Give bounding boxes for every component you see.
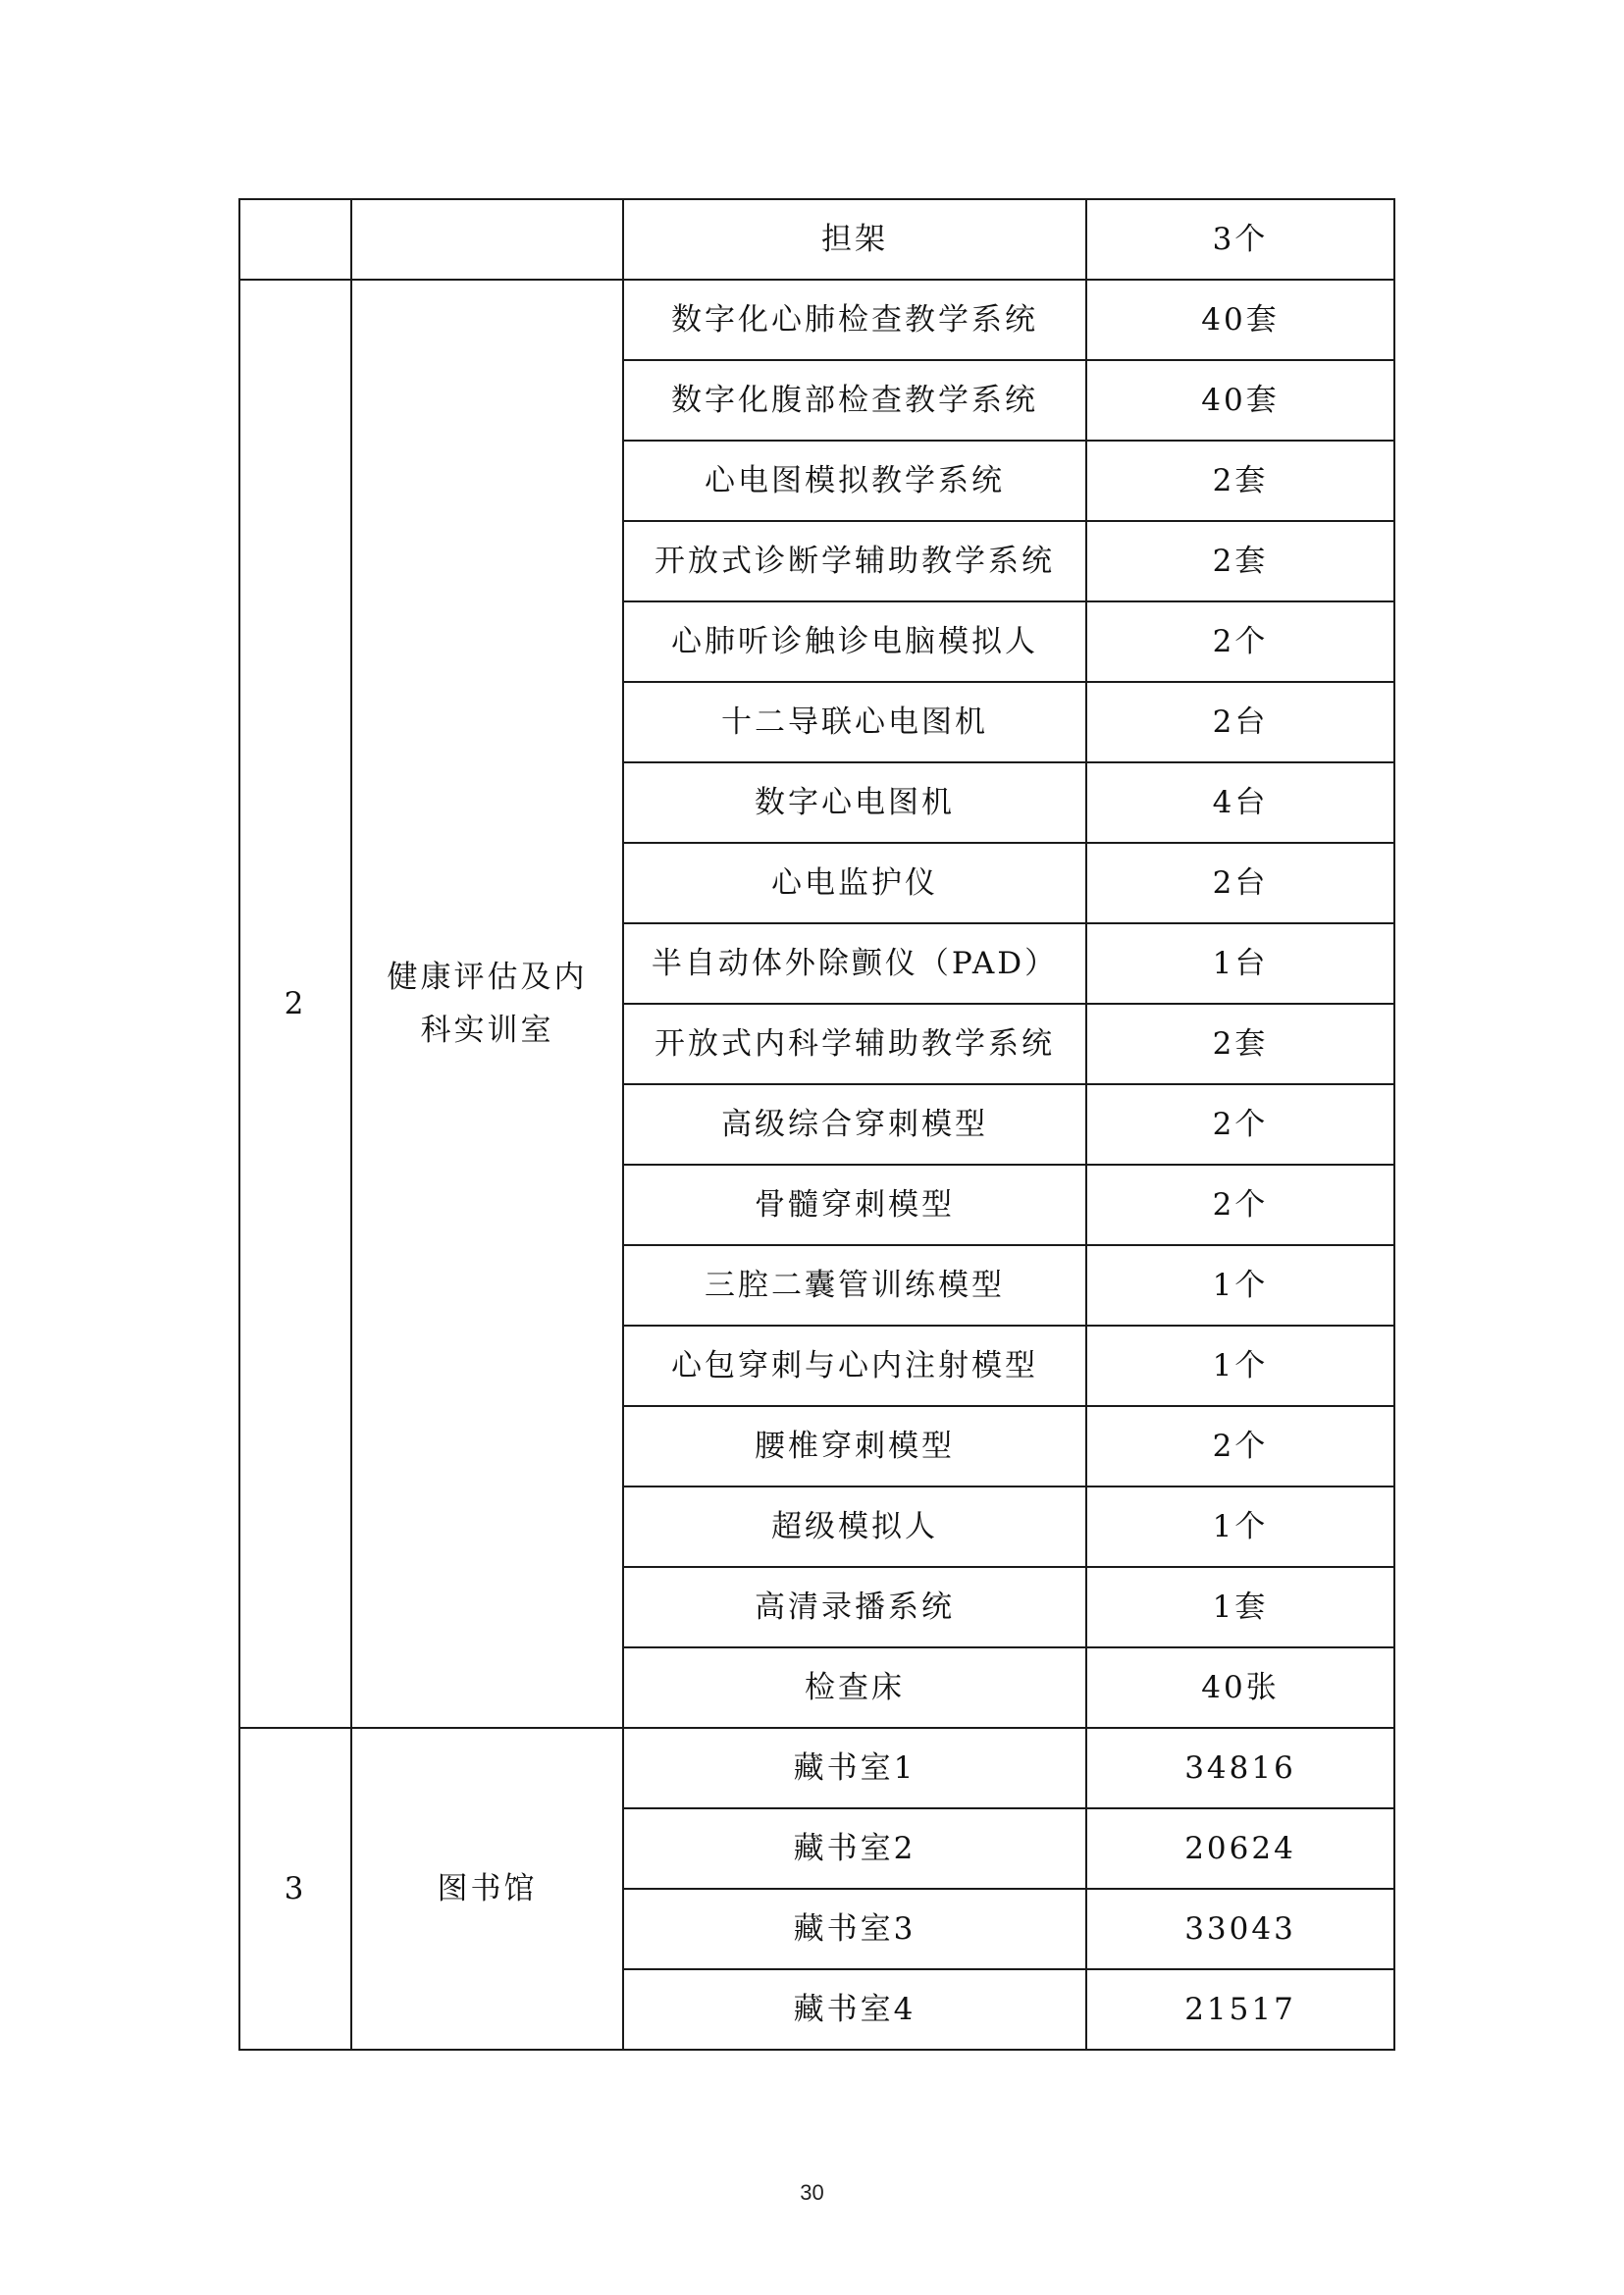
item-quantity-cell: 40套 — [1086, 360, 1394, 441]
item-name-cell: 数字心电图机 — [623, 762, 1086, 843]
item-quantity-cell: 33043 — [1086, 1889, 1394, 1969]
item-name-cell: 藏书室2 — [623, 1808, 1086, 1889]
row-number-cell: 2 — [239, 280, 351, 1728]
item-quantity-cell: 2个 — [1086, 601, 1394, 682]
item-name-cell: 开放式内科学辅助教学系统 — [623, 1004, 1086, 1084]
item-quantity-cell: 40张 — [1086, 1647, 1394, 1728]
equipment-table — [238, 198, 1395, 2051]
item-quantity-cell: 34816 — [1086, 1728, 1394, 1808]
table-row — [239, 280, 1394, 360]
item-name-cell: 心包穿刺与心内注射模型 — [623, 1326, 1086, 1406]
item-quantity-cell: 3个 — [1086, 199, 1394, 280]
item-name-cell: 腰椎穿刺模型 — [623, 1406, 1086, 1487]
item-name-cell: 超级模拟人 — [623, 1487, 1086, 1567]
item-name-cell: 心肺听诊触诊电脑模拟人 — [623, 601, 1086, 682]
row-number-cell — [239, 199, 351, 280]
item-quantity-cell: 4台 — [1086, 762, 1394, 843]
category-cell: 健康评估及内科实训室 — [351, 280, 623, 1728]
item-name-cell: 藏书室3 — [623, 1889, 1086, 1969]
item-quantity-cell: 21517 — [1086, 1969, 1394, 2050]
item-name-cell: 十二导联心电图机 — [623, 682, 1086, 762]
item-name-cell: 心电图模拟教学系统 — [623, 441, 1086, 521]
item-quantity-cell: 20624 — [1086, 1808, 1394, 1889]
item-quantity-cell: 1个 — [1086, 1245, 1394, 1326]
table-row — [239, 1728, 1394, 1808]
item-quantity-cell: 40套 — [1086, 280, 1394, 360]
row-number-cell: 3 — [239, 1728, 351, 2050]
item-name-cell: 半自动体外除颤仪（PAD） — [623, 923, 1086, 1004]
item-quantity-cell: 2台 — [1086, 682, 1394, 762]
table-row — [239, 199, 1394, 280]
item-quantity-cell: 1个 — [1086, 1326, 1394, 1406]
item-quantity-cell: 2套 — [1086, 521, 1394, 601]
item-name-cell: 数字化心肺检查教学系统 — [623, 280, 1086, 360]
item-quantity-cell: 1个 — [1086, 1487, 1394, 1567]
item-quantity-cell: 2个 — [1086, 1406, 1394, 1487]
item-name-cell: 藏书室4 — [623, 1969, 1086, 2050]
item-quantity-cell: 2套 — [1086, 1004, 1394, 1084]
item-name-cell: 检查床 — [623, 1647, 1086, 1728]
category-cell: 图书馆 — [351, 1728, 623, 2050]
item-quantity-cell: 1台 — [1086, 923, 1394, 1004]
item-name-cell: 开放式诊断学辅助教学系统 — [623, 521, 1086, 601]
item-name-cell: 藏书室1 — [623, 1728, 1086, 1808]
item-quantity-cell: 2台 — [1086, 843, 1394, 923]
item-quantity-cell: 2个 — [1086, 1165, 1394, 1245]
item-name-cell: 三腔二囊管训练模型 — [623, 1245, 1086, 1326]
equipment-table-body — [239, 199, 1394, 2050]
item-quantity-cell: 2个 — [1086, 1084, 1394, 1165]
item-name-cell: 高级综合穿刺模型 — [623, 1084, 1086, 1165]
item-name-cell: 担架 — [623, 199, 1086, 280]
item-name-cell: 数字化腹部检查教学系统 — [623, 360, 1086, 441]
item-quantity-cell: 1套 — [1086, 1567, 1394, 1647]
page-number: 30 — [800, 2180, 824, 2205]
item-quantity-cell: 2套 — [1086, 441, 1394, 521]
category-cell — [351, 199, 623, 280]
item-name-cell: 高清录播系统 — [623, 1567, 1086, 1647]
item-name-cell: 骨髓穿刺模型 — [623, 1165, 1086, 1245]
item-name-cell: 心电监护仪 — [623, 843, 1086, 923]
